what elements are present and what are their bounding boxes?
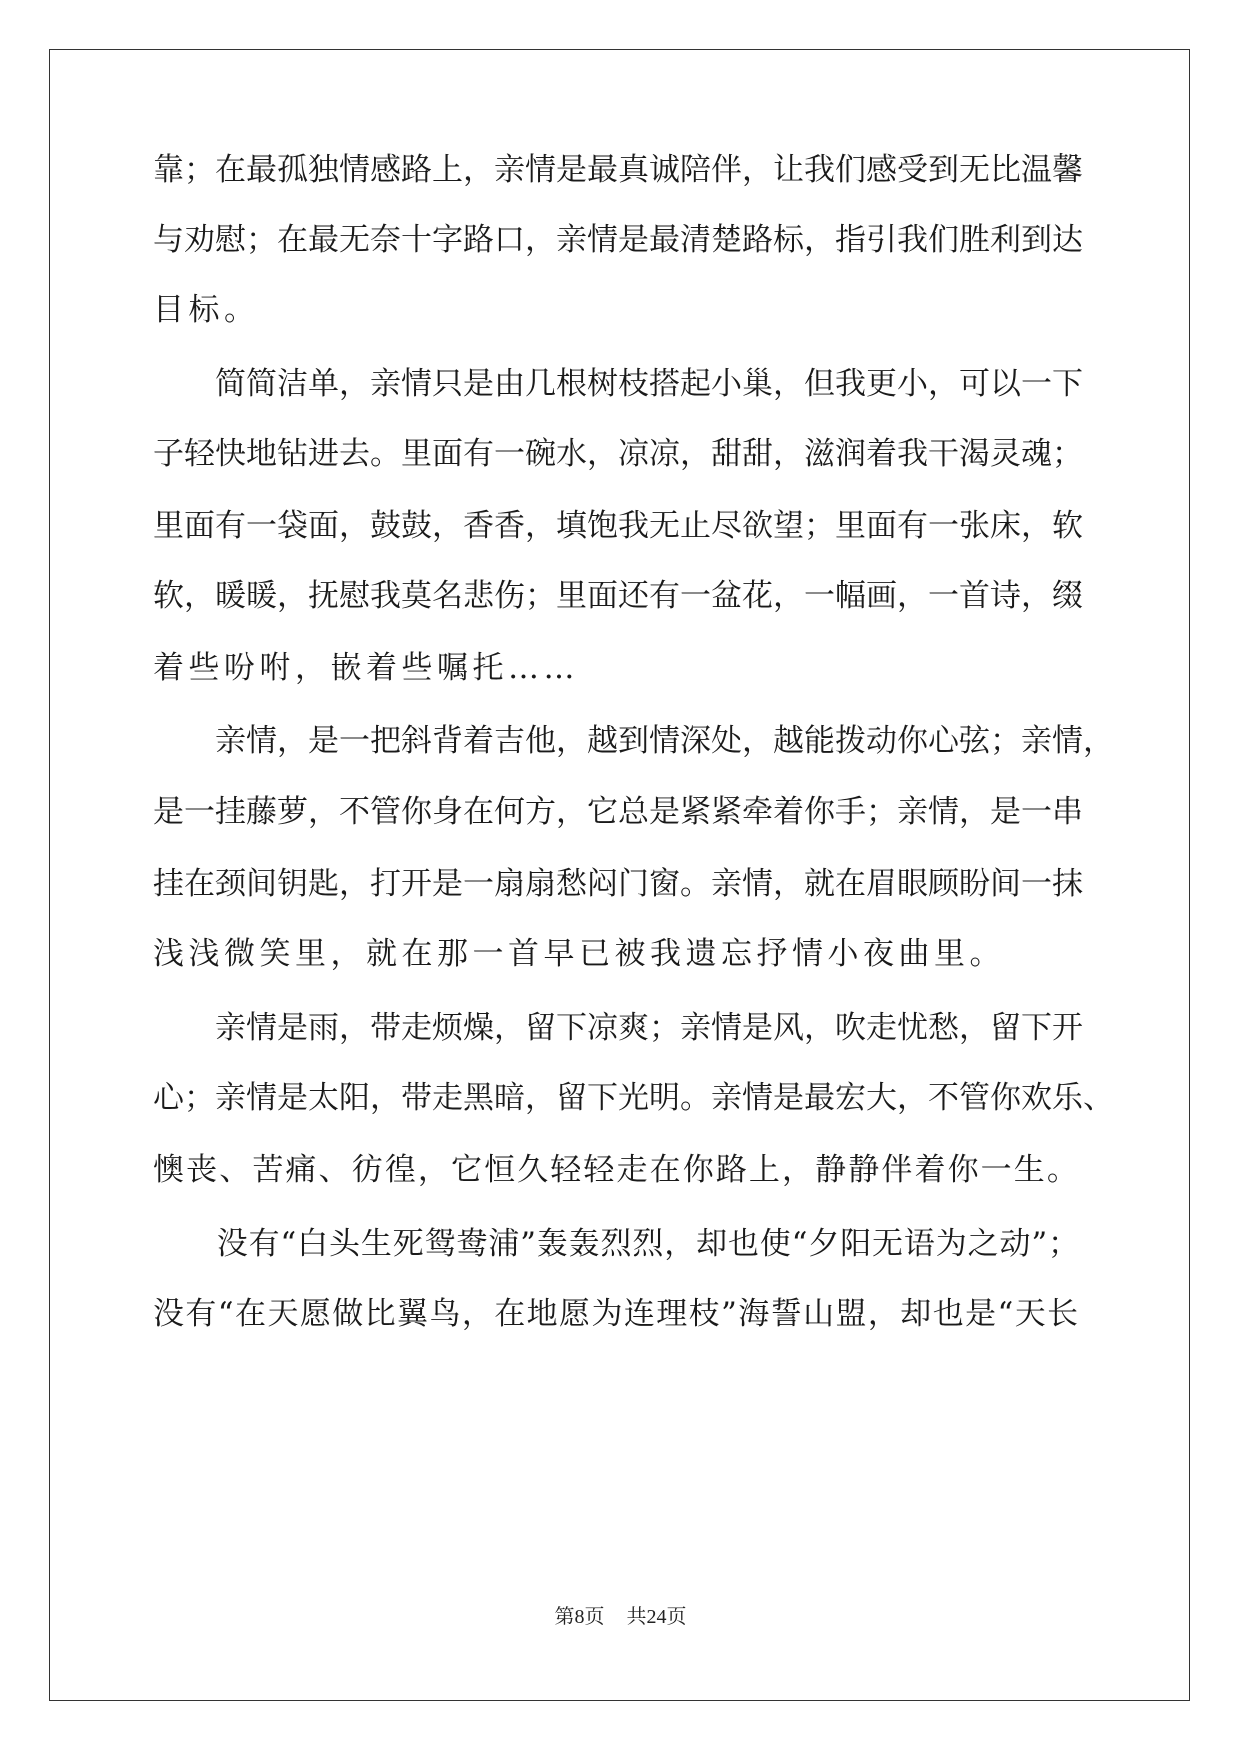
text-line: 目标。 [153,292,260,328]
text-line: 没有“白头生死鸳鸯浦”轰轰烈烈，却也使“夕阳无语为之动”； [153,1226,1080,1262]
text-line: 亲情，是一把斜背着吉他，越到情深处，越能拨动你心弦；亲情， [153,723,1114,759]
text-line: 简简洁单，亲情只是由几根树枝搭起小巢，但我更小，可以一下 [153,366,1083,402]
text-line: 没有“在天愿做比翼鸟，在地愿为连理枝”海誓山盟，却也是“天长 [153,1296,1080,1332]
text-line: 是一挂藤萝，不管你身在何方，它总是紧紧牵着你手；亲情，是一串 [153,794,1083,830]
page-footer [0,1605,1241,1629]
text-line: 挂在颈间钥匙，打开是一扇扇愁闷门窗。亲情，就在眉眼顾盼间一抹 [153,866,1083,902]
text-line: 心；亲情是太阳，带走黑暗，留下光明。亲情是最宏大，不管你欢乐、 [153,1080,1114,1116]
page-number: 第8页 [554,1606,605,1628]
text-line: 里面有一袋面，鼓鼓，香香，填饱我无止尽欲望；里面有一张床，软 [153,508,1083,544]
text-line: 着些吩咐，嵌着些嘱托…… [153,650,579,686]
text-line: 与劝慰；在最无奈十字路口，亲情是最清楚路标，指引我们胜利到达 [153,222,1083,258]
text-line: 浅浅微笑里，就在那一首早已被我遗忘抒情小夜曲里。 [153,936,1005,972]
text-line: 亲情是雨，带走烦燥，留下凉爽；亲情是风，吹走忧愁，留下开 [153,1010,1083,1046]
text-line: 子轻快地钻进去。里面有一碗水，凉凉，甜甜，滋润着我干渴灵魂； [153,436,1083,472]
text-line: 懊丧、苦痛、彷徨，它恒久轻轻走在你路上，静静伴着你一生。 [153,1152,1080,1188]
text-line: 靠；在最孤独情感路上，亲情是最真诚陪伴，让我们感受到无比温馨 [153,152,1083,188]
text-line: 软，暖暖，抚慰我莫名悲伤；里面还有一盆花，一幅画，一首诗，缀 [153,578,1083,614]
total-pages: 共24页 [626,1606,687,1628]
